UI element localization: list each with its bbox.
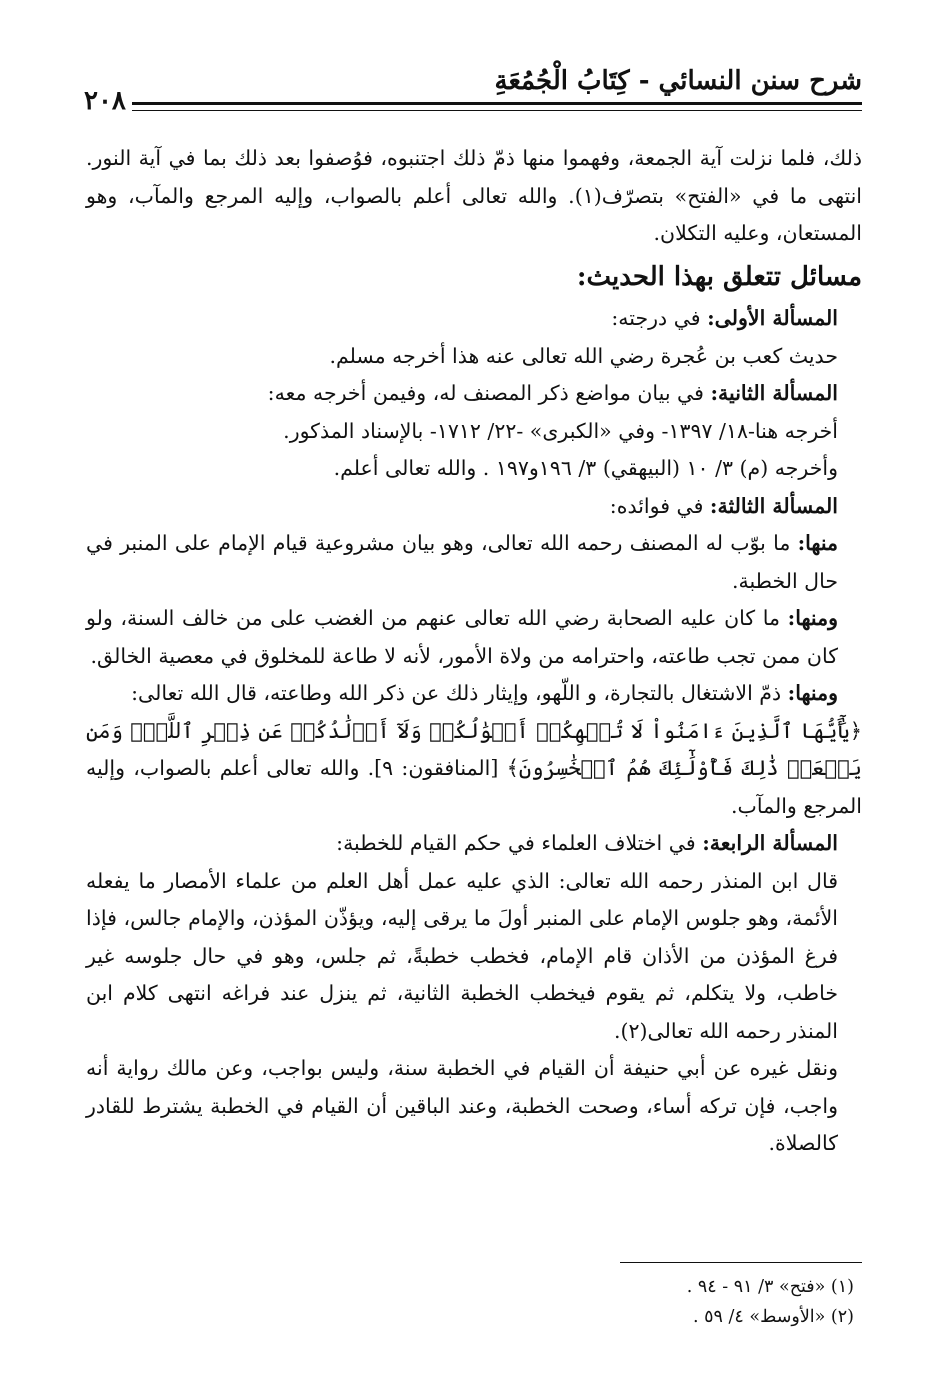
- benefit-3-text: ذمّ الاشتغال بالتجارة، و اللّهو، وإيثار ذلك عن ذكر الله وطاعته، قال الله تعالى:: [131, 681, 788, 705]
- running-title: شرح سنن النسائي - كِتَابُ الْجُمُعَةِ: [494, 66, 862, 96]
- issue-3-label: المسألة الثالثة:: [709, 493, 838, 518]
- issue-2-title: في بيان مواضع ذكر المصنف له، وفيمن أخرجه معه:: [267, 381, 711, 405]
- quran-quote: [86, 713, 862, 826]
- issue-3-heading: [86, 488, 862, 526]
- benefit-1: [86, 525, 862, 600]
- issue-2-heading: [86, 375, 862, 413]
- section-heading: مسائل تتعلق بهذا الحديث:: [576, 261, 862, 292]
- benefit-1-text: ما بوّب له المصنف رحمه الله تعالى، وهو بيان مشروعية قيام الإمام على المنبر في حال الخطبة.: [86, 531, 838, 593]
- benefit-1-label: منها:: [797, 531, 838, 555]
- issue-2-text-1: أخرجه هنا-١٨/ ١٣٩٧- وفي «الكبرى» -٢٢/ ١٧١٢- بالإسناد المذكور.: [283, 418, 838, 443]
- issue-4-text-2: ونقل غيره عن أبي حنيفة أن القيام في الخطبة سنة، وليس بواجب، وعن مالك رواية أنه واجب، فإن تركه أساء، وصحت الخطبة، وعند الباقين أن القيام في الخطبة يشترط للقادر كالصلاة.: [86, 1056, 838, 1155]
- issue-1-text: حديث كعب بن عُجرة رضي الله تعالى عنه هذا أخرجه مسلم.: [329, 343, 838, 368]
- footnote-2: (٢) «الأوسط» ٤/ ٥٩ .: [693, 1307, 854, 1327]
- header-rule-thick: [132, 102, 862, 105]
- main-text: [86, 140, 862, 1163]
- benefit-3: [86, 675, 862, 713]
- benefit-2: [86, 600, 862, 675]
- issue-4-text-1: قال ابن المنذر رحمه الله تعالى: الذي عليه عمل أهل العلم من علماء الأمصار ما يفعله الأئمة، وهو جلوس الإمام على المنبر أولَ ما يرقى إليه، ويؤذّن المؤذن، والإمام جالس، فإذا فرغ المؤذن من الأذان قام الإمام، فخطب خطبةً، ثم جلس، وهو في حال جلوسه غير خاطب، ولا يتكلم، ثم يقوم فيخطب الخطبة الثانية، ثم ينزل عند فراغه انتهى كلام ابن المنذر رحمه الله تعالى(٢).: [86, 868, 838, 1043]
- benefit-2-label: ومنها:: [787, 606, 838, 630]
- issue-4-title: في اختلاف العلماء في حكم القيام للخطبة:: [336, 831, 703, 855]
- issue-2-label: المسألة الثانية:: [710, 381, 838, 405]
- quran-reference: [المنافقون: ٩]. والله تعالى أعلم بالصواب، وإليه المرجع والمآب.: [86, 756, 862, 818]
- benefit-3-label: ومنها:: [787, 681, 838, 705]
- issue-1-label: المسألة الأولى:: [707, 306, 838, 330]
- issue-2-text-2: وأخرجه (م) ٣/ ١٠ (البيهقي) ٣/ ١٩٦و١٩٧ . والله تعالى أعلم.: [333, 456, 838, 480]
- issue-1-title: في درجته:: [611, 306, 708, 330]
- issue-4-heading: [86, 825, 862, 863]
- issue-3-title: في فوائده:: [609, 493, 710, 518]
- benefit-2-text: ما كان عليه الصحابة رضي الله تعالى عنهم من الغضب على من خالف السنة، ولو كان ممن تجب طاعته، واحترامه من ولاة الأمور، لأنه لا طاعة للمخلوق في معصية الخالق.: [86, 606, 838, 668]
- header-rule-thin: [132, 110, 862, 111]
- quran-verse: ﴿يَٰٓأَيُّهَا ٱلَّذِينَ ءَامَنُواْ لَا تُلۡهِكُمۡ أَمۡوَٰلُكُمۡ وَلَآ أَوۡلَٰدُكُمۡ عَن ذِكۡرِ ٱللَّهِۚ وَمَن يَفۡعَلۡ ذَٰلِكَ فَأُوْلَٰٓئِكَ هُمُ ٱلۡخَٰسِرُونَ﴾: [86, 718, 862, 780]
- footnote-divider: [620, 1262, 862, 1263]
- paragraph-intro: ذلك، فلما نزلت آية الجمعة، وفهموا منها ذمّ ذلك اجتنبوه، فوُصفوا بعد ذلك بما في آية النور. انتهى ما في «الفتح» بتصرّف(١). والله تعالى أعلم بالصواب، وإليه المرجع والمآب، وهو المستعان، وعليه التكلان.: [86, 146, 862, 245]
- issue-1-heading: [86, 300, 862, 338]
- page-number: ٢٠٨: [84, 86, 126, 116]
- page-header: [84, 62, 862, 114]
- footnotes: [86, 1272, 862, 1332]
- footnote-1: (١) «فتح» ٣/ ٩١ - ٩٤ .: [686, 1277, 854, 1297]
- issue-4-label: المسألة الرابعة:: [702, 831, 838, 855]
